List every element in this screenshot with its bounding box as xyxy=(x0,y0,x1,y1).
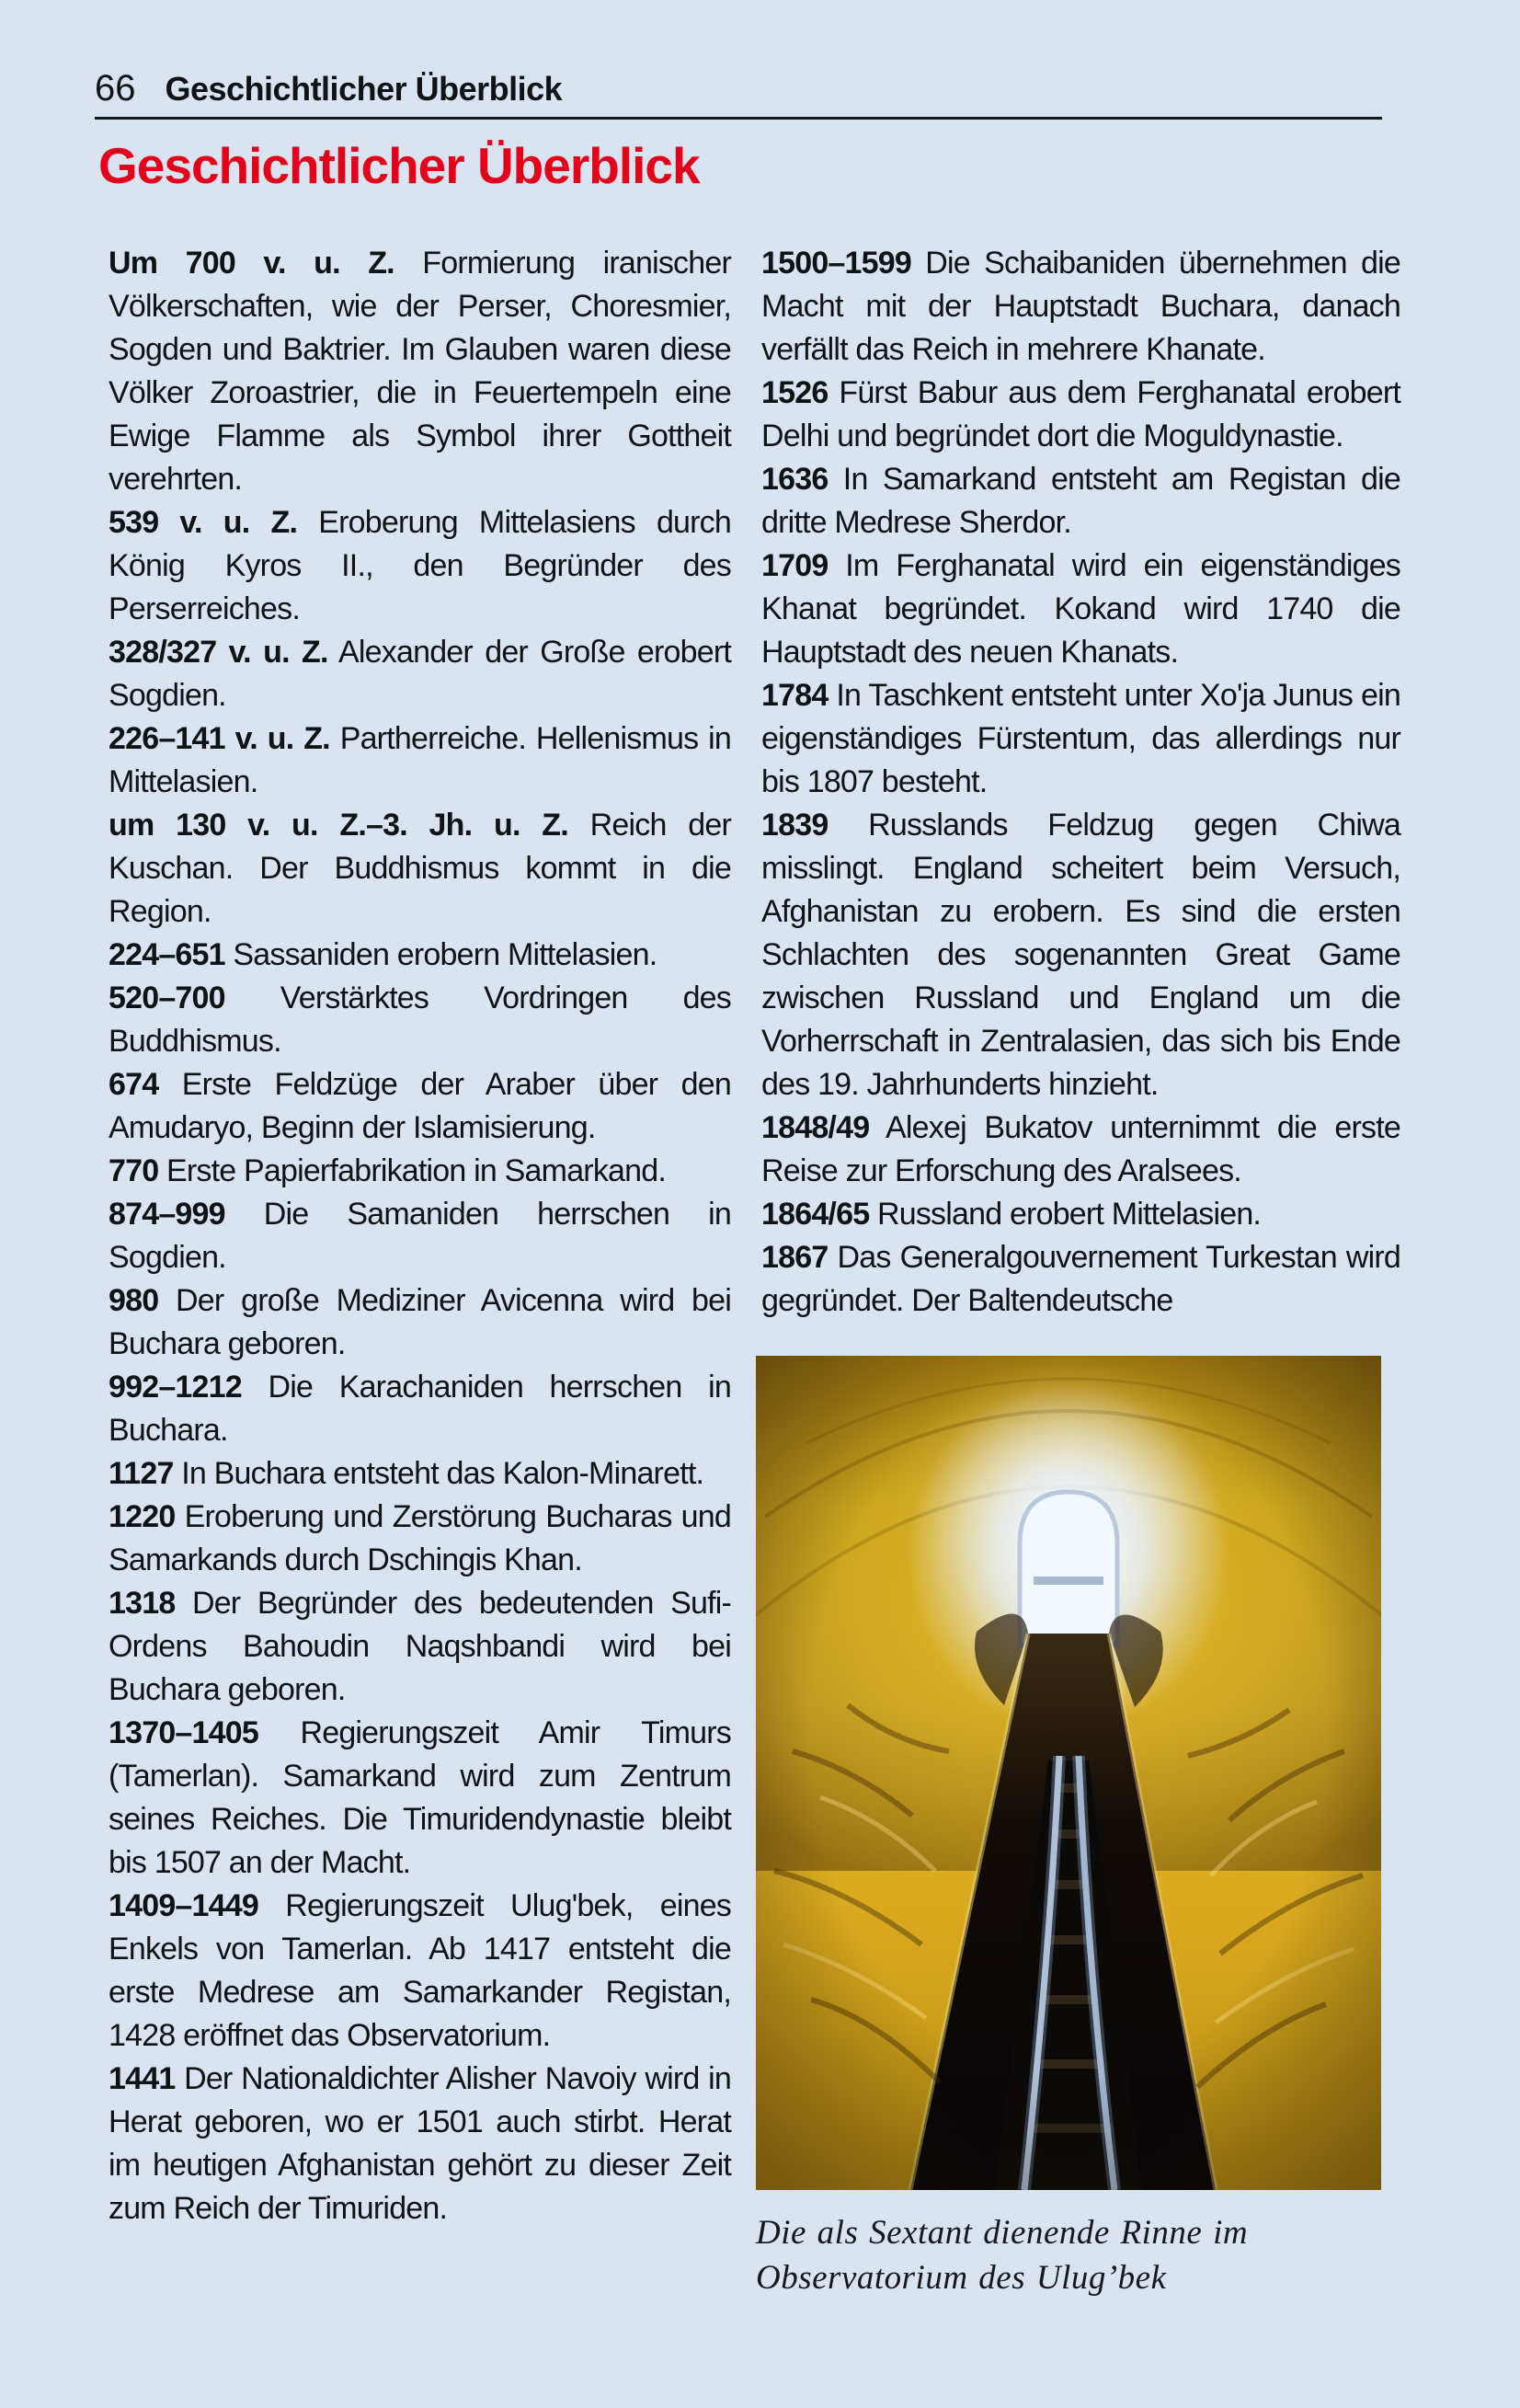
timeline-column-right xyxy=(756,242,1400,2300)
timeline-entry: 1864/65 Russland erobert Mittelasien. xyxy=(761,1197,1262,1232)
entry-date: 1839 xyxy=(761,808,829,843)
entry-date: 224–651 xyxy=(109,937,225,972)
timeline-entry: 520–700 Verstärktes Vordringen des Buddhismus. xyxy=(109,980,731,1059)
timeline-entry: 1848/49 Alexej Bukatov unternimmt die erste Reise zur Erforschung des Aralsees. xyxy=(761,1110,1400,1188)
entry-date: 520–700 xyxy=(109,980,225,1015)
timeline-entry: 1839 Russlands Feldzug gegen Chiwa misslingt. England scheitert beim Versuch, Afghanistan zu erobern. Es sind die ersten Schlachten des sogenannten Great Game zwischen Russland und England um die Vorherrschaft in Zentralasien, das sich bis Ende des 19. Jahrhunderts hinzieht. xyxy=(761,808,1400,1102)
entry-date: 1441 xyxy=(109,2061,176,2096)
entry-date: 1220 xyxy=(109,1499,176,1534)
timeline-entry: 674 Erste Feldzüge der Araber über den Amudaryo, Beginn der Islamisierung. xyxy=(109,1067,731,1145)
entry-date: 1370–1405 xyxy=(109,1715,258,1750)
running-header xyxy=(95,68,562,109)
timeline-entry: 1370–1405 Regierungszeit Amir Timurs (Tamerlan). Samarkand wird zum Zentrum seines Reiches. Die Timuridendynastie bleibt bis 1507 an der Macht. xyxy=(109,1715,731,1880)
entry-date: 1848/49 xyxy=(761,1110,870,1145)
header-rule xyxy=(95,117,1382,120)
entry-date: 1867 xyxy=(761,1240,829,1275)
figure-caption-line2: Observatorium des Ulug’bek xyxy=(756,2259,1167,2297)
entry-date: 770 xyxy=(109,1153,159,1188)
entry-date: 1409–1449 xyxy=(109,1888,258,1923)
entry-date: Um 700 v. u. Z. xyxy=(109,246,394,281)
timeline-entry: 1784 In Taschkent entsteht unter Xo'ja Junus ein eigenständiges Fürstentum, das allerdings nur bis 1807 besteht. xyxy=(761,678,1400,799)
entry-date: 1127 xyxy=(109,1456,174,1491)
entry-date: 328/327 v. u. Z. xyxy=(109,635,328,670)
timeline-entry: 980 Der große Mediziner Avicenna wird bei Buchara geboren. xyxy=(109,1283,731,1361)
entry-date: 992–1212 xyxy=(109,1370,242,1405)
entry-date: um 130 v. u. Z.–3. Jh. u. Z. xyxy=(109,808,568,843)
entry-date: 674 xyxy=(109,1067,159,1102)
timeline-entry: um 130 v. u. Z.–3. Jh. u. Z. Reich der Kuschan. Der Buddhismus kommt in die Region. xyxy=(109,808,731,929)
timeline-entry: 539 v. u. Z. Eroberung Mittelasiens durch König Kyros II., den Begründer des Perserreiches. xyxy=(109,505,731,626)
entry-date: 980 xyxy=(109,1283,159,1318)
timeline-entry: 1127 In Buchara entsteht das Kalon-Minarett. xyxy=(109,1456,704,1491)
timeline-entry: 1441 Der Nationaldichter Alisher Navoiy wird in Herat geboren, wo er 1501 auch stirbt. Herat im heutigen Afghanistan gehört zu dieser Zeit zum Reich der Timuriden. xyxy=(109,2061,731,2226)
timeline-entry: 992–1212 Die Karachaniden herrschen in Buchara. xyxy=(109,1370,731,1448)
entry-date: 1500–1599 xyxy=(761,246,911,281)
timeline-entry: 1636 In Samarkand entsteht am Registan die dritte Medrese Sherdor. xyxy=(761,462,1400,540)
entry-date: 1784 xyxy=(761,678,829,713)
timeline-column-right-text xyxy=(761,242,1400,1323)
running-header-title: Geschichtlicher Überblick xyxy=(165,70,563,108)
figure-caption-line1: Die als Sextant dienende Rinne im xyxy=(756,2214,1249,2252)
page-number: 66 xyxy=(95,68,136,109)
timeline-entry: 1867 Das Generalgouvernement Turkestan wird gegründet. Der Baltendeutsche xyxy=(761,1240,1400,1318)
figure-caption xyxy=(756,2210,1381,2300)
observatory-figure xyxy=(756,1356,1381,2300)
entry-date: 1636 xyxy=(761,462,829,497)
timeline-entry: 1318 Der Begründer des bedeutenden Sufi-Ordens Bahoudin Naqshbandi wird bei Buchara geboren. xyxy=(109,1586,731,1707)
entry-date: 1526 xyxy=(761,375,829,410)
timeline-entry: 328/327 v. u. Z. Alexander der Große erobert Sogdien. xyxy=(109,635,732,713)
timeline-column-left xyxy=(109,242,731,2300)
entry-date: 1864/65 xyxy=(761,1197,870,1232)
timeline-entry: 1526 Fürst Babur aus dem Ferghanatal erobert Delhi und begründet dort die Moguldynastie. xyxy=(761,375,1400,453)
timeline-entry: 226–141 v. u. Z. Partherreiche. Hellenismus in Mittelasien. xyxy=(109,721,731,799)
timeline-entry: 1409–1449 Regierungszeit Ulug'bek, eines Enkels von Tamerlan. Ab 1417 entsteht die erste Medrese am Samarkander Registan, 1428 eröffnet das Observatorium. xyxy=(109,1888,731,2053)
timeline-entry: 874–999 Die Samaniden herrschen in Sogdien. xyxy=(109,1197,731,1275)
timeline-entry: 770 Erste Papierfabrikation in Samarkand. xyxy=(109,1153,666,1188)
entry-date: 1709 xyxy=(761,548,829,583)
timeline-entry: 224–651 Sassaniden erobern Mittelasien. xyxy=(109,937,657,972)
entry-date: 226–141 v. u. Z. xyxy=(109,721,330,756)
entry-date: 1318 xyxy=(109,1586,176,1621)
timeline-columns xyxy=(109,242,1400,2300)
page-title: Geschichtlicher Überblick xyxy=(98,137,700,194)
entry-date: 874–999 xyxy=(109,1197,225,1232)
timeline-entry: 1500–1599 Die Schaibaniden übernehmen die Macht mit der Hauptstadt Buchara, danach verfällt das Reich in mehrere Khanate. xyxy=(761,246,1400,367)
sextant-tunnel-photo xyxy=(756,1356,1381,2190)
entry-date: 539 v. u. Z. xyxy=(109,505,298,540)
timeline-entry: 1709 Im Ferghanatal wird ein eigenständiges Khanat begründet. Kokand wird 1740 die Hauptstadt des neuen Khanats. xyxy=(761,548,1400,670)
timeline-entry: Um 700 v. u. Z. Formierung iranischer Völkerschaften, wie der Perser, Choresmier, Sogden und Baktrier. Im Glauben waren diese Völker Zoroastrier, die in Feuertempeln eine Ewige Flamme als Symbol ihrer Gottheit verehrten. xyxy=(109,246,731,497)
timeline-entry: 1220 Eroberung und Zerstörung Bucharas und Samarkands durch Dschingis Khan. xyxy=(109,1499,731,1577)
